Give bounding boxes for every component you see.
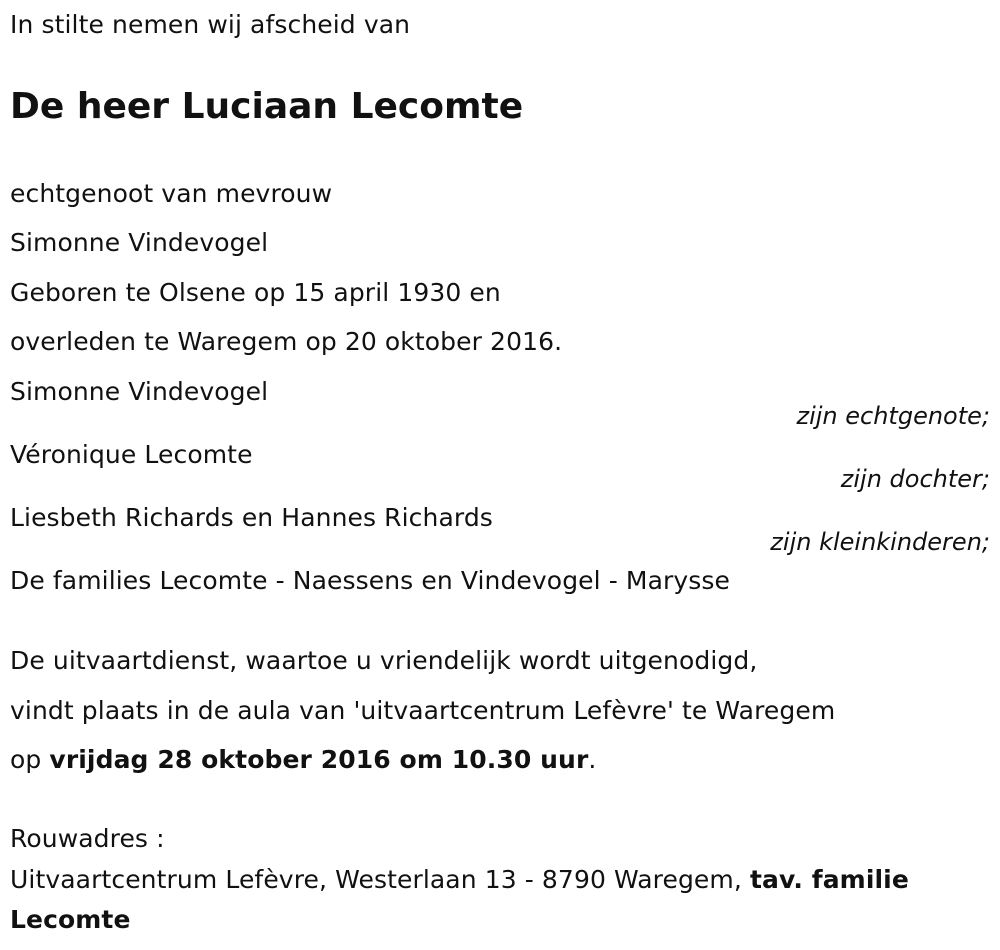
mourner-name: Simonne Vindevogel xyxy=(10,377,269,406)
mourner-relation: zijn dochter; xyxy=(840,465,990,493)
spouse-prefix: echtgenoot van mevrouw xyxy=(10,179,333,208)
address-label: Rouwadres : xyxy=(10,824,165,853)
address-family xyxy=(10,905,131,935)
mourner-name: Liesbeth Richards en Hannes Richards xyxy=(10,503,493,532)
address-text xyxy=(10,865,909,895)
deceased-name: De heer Luciaan Lecomte xyxy=(10,86,524,127)
service-line-2: vindt plaats in de aula van 'uitvaartcentrum Lefèvre' te Waregem xyxy=(10,696,836,725)
mourner-relation: zijn kleinkinderen; xyxy=(770,528,990,556)
service-prefix: op xyxy=(10,745,50,774)
intro-text: In stilte nemen wij afscheid van xyxy=(10,10,411,39)
service-suffix: . xyxy=(588,745,597,774)
address-family-name: Lecomte xyxy=(10,905,131,934)
birth-text: Geboren te Olsene op 15 april 1930 en xyxy=(10,278,501,307)
mourner-relation: zijn echtgenote; xyxy=(796,402,990,430)
address-main: Uitvaartcentrum Lefèvre, Westerlaan 13 - 8790 Waregem, xyxy=(10,865,750,894)
service-line-1: De uitvaartdienst, waartoe u vriendelijk wordt uitgenodigd, xyxy=(10,646,758,675)
service-date-time: vrijdag 28 oktober 2016 om 10.30 uur xyxy=(49,745,589,774)
death-text: overleden te Waregem op 20 oktober 2016. xyxy=(10,327,563,356)
families-text: De families Lecomte - Naessens en Vindevogel - Marysse xyxy=(10,566,731,595)
spouse-name: Simonne Vindevogel xyxy=(10,228,269,257)
address-attention: tav. familie xyxy=(749,865,909,894)
service-line-3 xyxy=(10,745,596,775)
mourner-name: Véronique Lecomte xyxy=(10,440,253,469)
